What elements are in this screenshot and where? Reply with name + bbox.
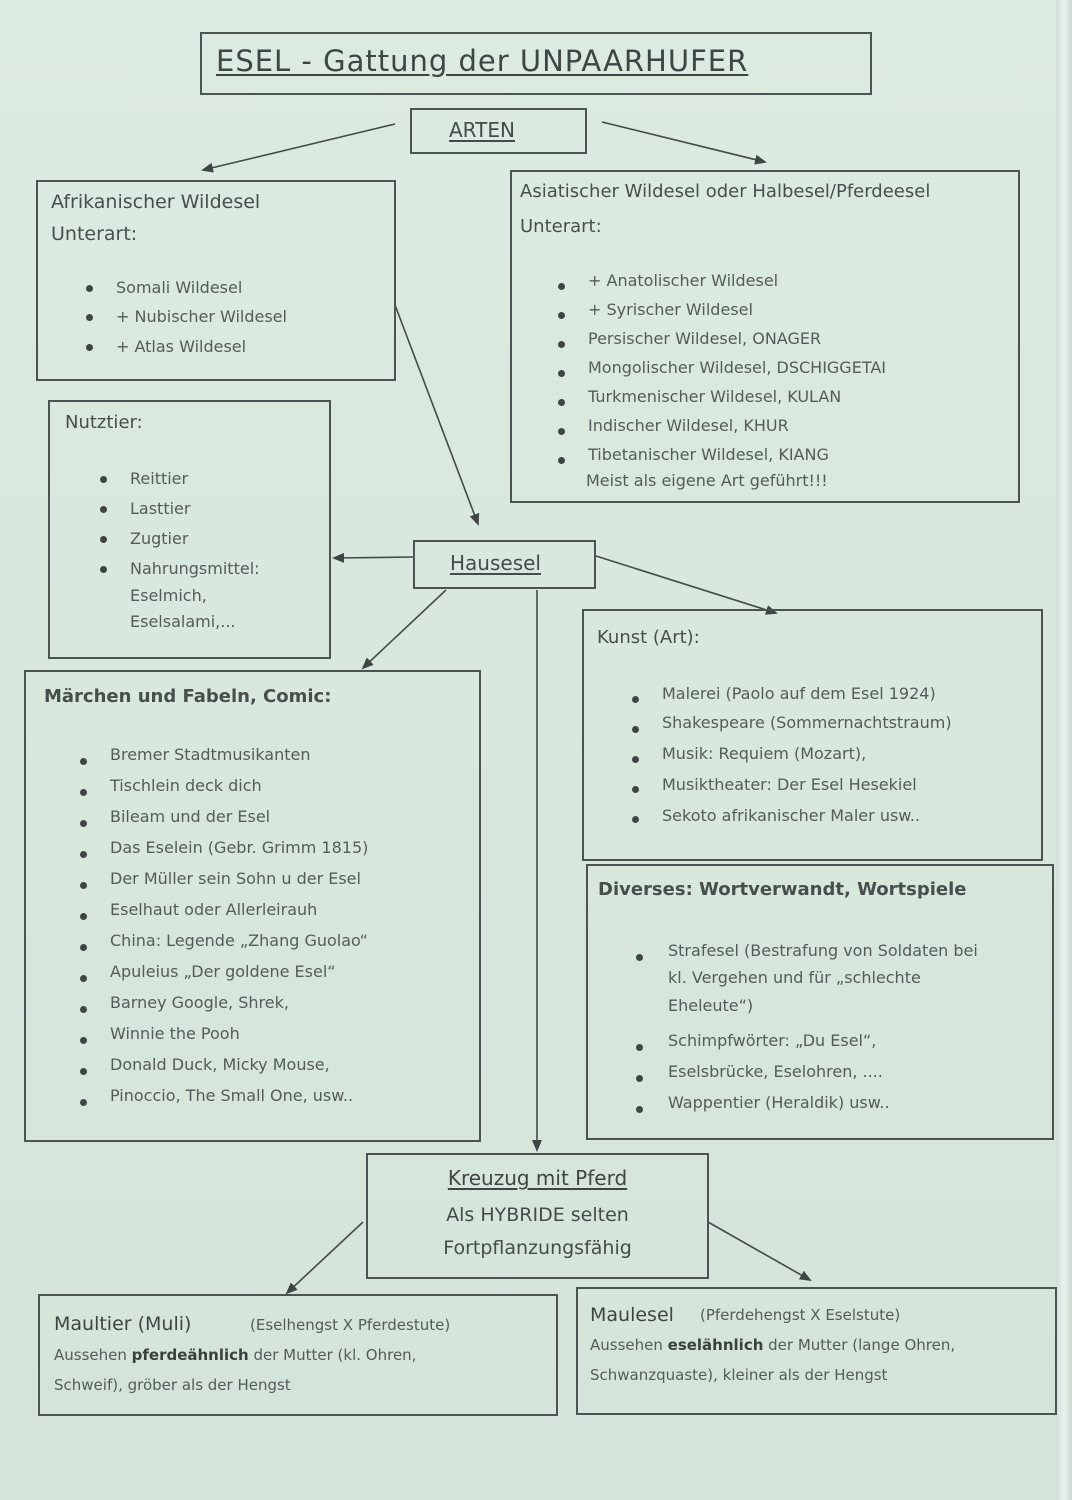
list-item: Pinoccio, The Small One, usw.. xyxy=(110,1086,354,1105)
list-item: China: Legende „Zhang Guolao“ xyxy=(110,931,368,950)
bullet xyxy=(80,1006,87,1013)
bullet xyxy=(80,882,87,889)
maultier-name: Maultier (Muli) xyxy=(54,1313,192,1335)
list-item: Das Eselein (Gebr. Grimm 1815) xyxy=(110,838,369,857)
list-item: Winnie the Pooh xyxy=(110,1024,240,1043)
kreuzung-title: Kreuzug mit Pferd xyxy=(447,1166,628,1190)
hausesel-label: Hausesel xyxy=(450,551,541,575)
list-item: + Atlas Wildesel xyxy=(116,337,247,356)
arrow-hausesel-kunst xyxy=(596,556,776,613)
list-item: Wappentier (Heraldik) usw.. xyxy=(668,1093,890,1112)
bullet xyxy=(100,566,107,573)
list-item: Strafesel (Bestrafung von Soldaten bei xyxy=(668,941,978,960)
list-item-continuation: Eselmich, xyxy=(130,586,207,605)
list-item-continuation: kl. Vergehen und für „schlechte xyxy=(668,968,921,987)
list-item: Malerei (Paolo auf dem Esel 1924) xyxy=(662,684,936,703)
bullet xyxy=(80,975,87,982)
bullet xyxy=(80,851,87,858)
bullet xyxy=(636,1075,643,1082)
bullet xyxy=(558,312,565,319)
bullet xyxy=(80,1037,87,1044)
bullet xyxy=(632,786,639,793)
list-item: Shakespeare (Sommernachtstraum) xyxy=(662,713,952,732)
arrow-afrika-hausesel xyxy=(395,305,478,524)
bullet xyxy=(80,913,87,920)
list-item: + Syrischer Wildesel xyxy=(588,300,753,319)
list-item: Reittier xyxy=(130,469,189,488)
bullet xyxy=(80,944,87,951)
list-item: Musiktheater: Der Esel Hesekiel xyxy=(662,775,917,794)
list-item: + Anatolischer Wildesel xyxy=(588,271,779,290)
list-item: Zugtier xyxy=(130,529,189,548)
arrow-hausesel-maerchen xyxy=(363,590,446,668)
maulesel-cross: (Pferdehengst X Eselstute) xyxy=(700,1306,901,1324)
bullet xyxy=(80,1099,87,1106)
maultier-desc-start: Aussehen xyxy=(54,1346,132,1364)
bullet xyxy=(632,756,639,763)
bullet xyxy=(558,399,565,406)
list-item: Nahrungsmittel: xyxy=(130,559,260,578)
kreuzung-line: Fortpflanzungsfähig xyxy=(443,1237,632,1259)
list-item: Turkmenischer Wildesel, KULAN xyxy=(588,387,842,406)
bullet xyxy=(86,285,93,292)
list-item: Bileam und der Esel xyxy=(110,807,271,826)
bullet xyxy=(86,314,93,321)
maultier-description xyxy=(54,1346,416,1364)
maulesel-desc-keyword: eselähnlich xyxy=(667,1336,764,1354)
list-item-continuation: Eheleute“) xyxy=(668,996,754,1015)
list-item: Musik: Requiem (Mozart), xyxy=(662,744,867,763)
list-item: Schimpfwörter: „Du Esel“, xyxy=(668,1031,877,1050)
bullet xyxy=(558,283,565,290)
list-item: Eselsbrücke, Eselohren, .... xyxy=(668,1062,883,1081)
maulesel-description-line: Schwanzquaste), kleiner als der Hengst xyxy=(590,1366,888,1384)
bullet xyxy=(558,428,565,435)
afrikanisch-title: Afrikanischer Wildesel xyxy=(51,191,261,213)
kunst-title: Kunst (Art): xyxy=(597,627,700,648)
bullet xyxy=(80,758,87,765)
list-item: Barney Google, Shrek, xyxy=(110,993,289,1012)
list-item: Tibetanischer Wildesel, KIANG xyxy=(588,445,829,464)
arrow-kreuzung-maultier xyxy=(287,1222,363,1293)
bullet xyxy=(100,536,107,543)
bullet xyxy=(558,341,565,348)
maultier-desc-end: der Mutter (kl. Ohren, xyxy=(248,1346,417,1364)
list-item: Persischer Wildesel, ONAGER xyxy=(588,329,822,348)
list-item: + Nubischer Wildesel xyxy=(116,307,287,326)
list-item: Eselhaut oder Allerleirauh xyxy=(110,900,318,919)
list-item-continuation: Eselsalami,... xyxy=(130,612,236,631)
diverses-title: Diverses: Wortverwandt, Wortspiele xyxy=(598,879,967,900)
list-item: Donald Duck, Micky Mouse, xyxy=(110,1055,330,1074)
maerchen-title: Märchen und Fabeln, Comic: xyxy=(44,686,332,707)
bullet xyxy=(100,506,107,513)
bullet xyxy=(86,344,93,351)
list-item: Bremer Stadtmusikanten xyxy=(110,745,311,764)
bullet xyxy=(636,1044,643,1051)
kreuzung-line: Als HYBRIDE selten xyxy=(446,1204,629,1226)
bullet xyxy=(80,1068,87,1075)
arrow-arten-asien xyxy=(602,122,765,162)
arten-label: ARTEN xyxy=(449,118,515,142)
list-item: Lasttier xyxy=(130,499,191,518)
bullet xyxy=(100,476,107,483)
arrow-arten-afrika xyxy=(203,124,395,170)
list-item: Indischer Wildesel, KHUR xyxy=(588,416,789,435)
list-item: Mongolischer Wildesel, DSCHIGGETAI xyxy=(588,358,887,377)
bullet xyxy=(632,726,639,733)
bullet xyxy=(558,457,565,464)
bullet xyxy=(636,954,643,961)
bullet xyxy=(80,789,87,796)
maultier-description-line: Schweif), gröber als der Hengst xyxy=(54,1376,291,1394)
arrow-hausesel-nutztier xyxy=(334,557,413,558)
list-item: Somali Wildesel xyxy=(116,278,243,297)
maulesel-description xyxy=(590,1336,955,1354)
asiatisch-title: Asiatischer Wildesel oder Halbesel/Pferdeesel xyxy=(520,181,931,202)
maultier-desc-keyword: pferdeähnlich xyxy=(131,1346,249,1364)
list-item: Tischlein deck dich xyxy=(110,776,262,795)
maulesel-desc-start: Aussehen xyxy=(590,1336,668,1354)
arrow-kreuzung-maulesel xyxy=(708,1222,810,1280)
maulesel-name: Maulesel xyxy=(590,1304,674,1326)
list-item: Sekoto afrikanischer Maler usw.. xyxy=(662,806,921,825)
bullet xyxy=(80,820,87,827)
bullet xyxy=(632,696,639,703)
list-item: Apuleius „Der goldene Esel“ xyxy=(110,962,336,981)
afrikanisch-subtitle: Unterart: xyxy=(51,223,138,245)
bullet xyxy=(632,816,639,823)
list-item: Der Müller sein Sohn u der Esel xyxy=(110,869,361,888)
bullet xyxy=(558,370,565,377)
bullet xyxy=(636,1106,643,1113)
asiatisch-subtitle: Unterart: xyxy=(520,216,602,237)
asiatisch-note: Meist als eigene Art geführt!!! xyxy=(586,471,828,490)
maulesel-desc-end: der Mutter (lange Ohren, xyxy=(763,1336,956,1354)
page-title: ESEL - Gattung der UNPAARHUFER xyxy=(216,44,749,78)
nutztier-title: Nutztier: xyxy=(65,412,143,433)
maultier-cross: (Eselhengst X Pferdestute) xyxy=(250,1316,451,1334)
